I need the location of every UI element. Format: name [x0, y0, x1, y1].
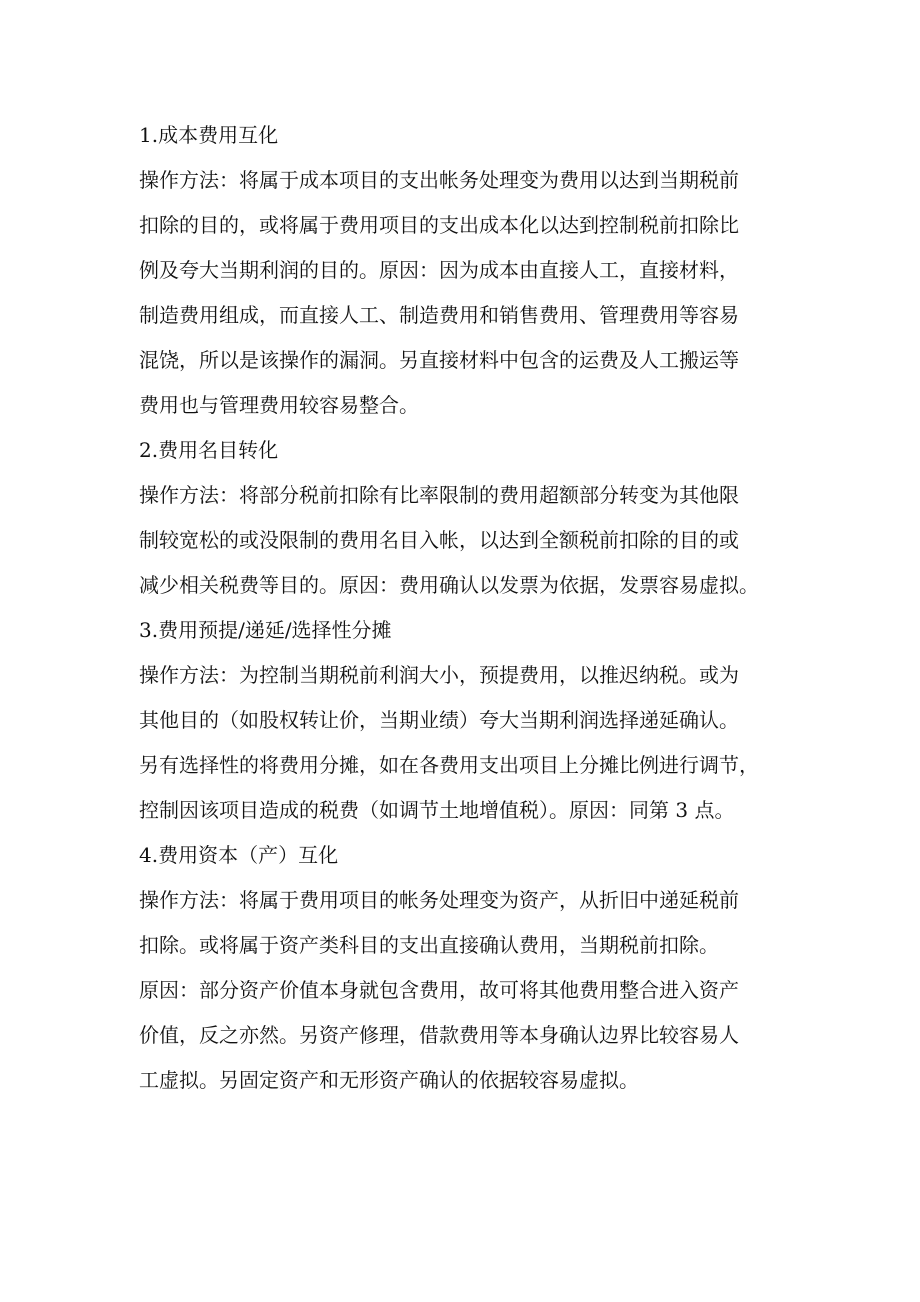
section-3-line-2: 其他目的（如股权转让价，当期业绩）夸大当期利润选择递延确认。 [139, 708, 739, 732]
section-1-line-5: 混饶，所以是该操作的漏洞。另直接材料中包含的运费及人工搬运等 [139, 348, 739, 372]
section-4-line-2: 扣除。或将属于资产类科目的支出直接确认费用，当期税前扣除。 [139, 933, 719, 957]
section-1-line-2: 扣除的目的，或将属于费用项目的支出成本化以达到控制税前扣除比 [139, 213, 739, 237]
section-2-line-1: 操作方法：将部分税前扣除有比率限制的费用超额部分转变为其他限 [139, 483, 739, 507]
section-2-line-2: 制较宽松的或没限制的费用名目入帐，以达到全额税前扣除的目的或 [139, 528, 739, 552]
section-heading-3: 3.费用预提/递延/选择性分摊 [139, 618, 392, 642]
section-1-line-6: 费用也与管理费用较容易整合。 [139, 393, 419, 417]
section-4-line-4: 价值，反之亦然。另资产修理，借款费用等本身确认边界比较容易人 [139, 1023, 739, 1047]
section-heading-4: 4.费用资本（产）互化 [139, 843, 339, 867]
section-4-line-3: 原因：部分资产价值本身就包含费用，故可将其他费用整合进入资产 [139, 978, 739, 1002]
section-1-line-3: 例及夸大当期利润的目的。原因：因为成本由直接人工，直接材料， [139, 258, 739, 282]
section-4-line-1: 操作方法：将属于费用项目的帐务处理变为资产，从折旧中递延税前 [139, 888, 739, 912]
section-3-line-1: 操作方法：为控制当期税前利润大小，预提费用，以推迟纳税。或为 [139, 663, 739, 687]
section-heading-2: 2.费用名目转化 [139, 438, 279, 462]
section-4-line-5: 工虚拟。另固定资产和无形资产确认的依据较容易虚拟。 [139, 1068, 639, 1092]
section-2-line-3: 减少相关税费等目的。原因：费用确认以发票为依据，发票容易虚拟。 [139, 573, 759, 597]
section-1-line-4: 制造费用组成，而直接人工、制造费用和销售费用、管理费用等容易 [139, 303, 739, 327]
section-heading-1: 1.成本费用互化 [139, 123, 279, 147]
section-1-line-1: 操作方法：将属于成本项目的支出帐务处理变为费用以达到当期税前 [139, 168, 739, 192]
section-3-line-3: 另有选择性的将费用分摊，如在各费用支出项目上分摊比例进行调节， [139, 753, 759, 777]
section-3-line-4: 控制因该项目造成的税费（如调节土地增值税）。原因：同第 3 点。 [139, 798, 735, 822]
document-body [139, 113, 789, 1103]
